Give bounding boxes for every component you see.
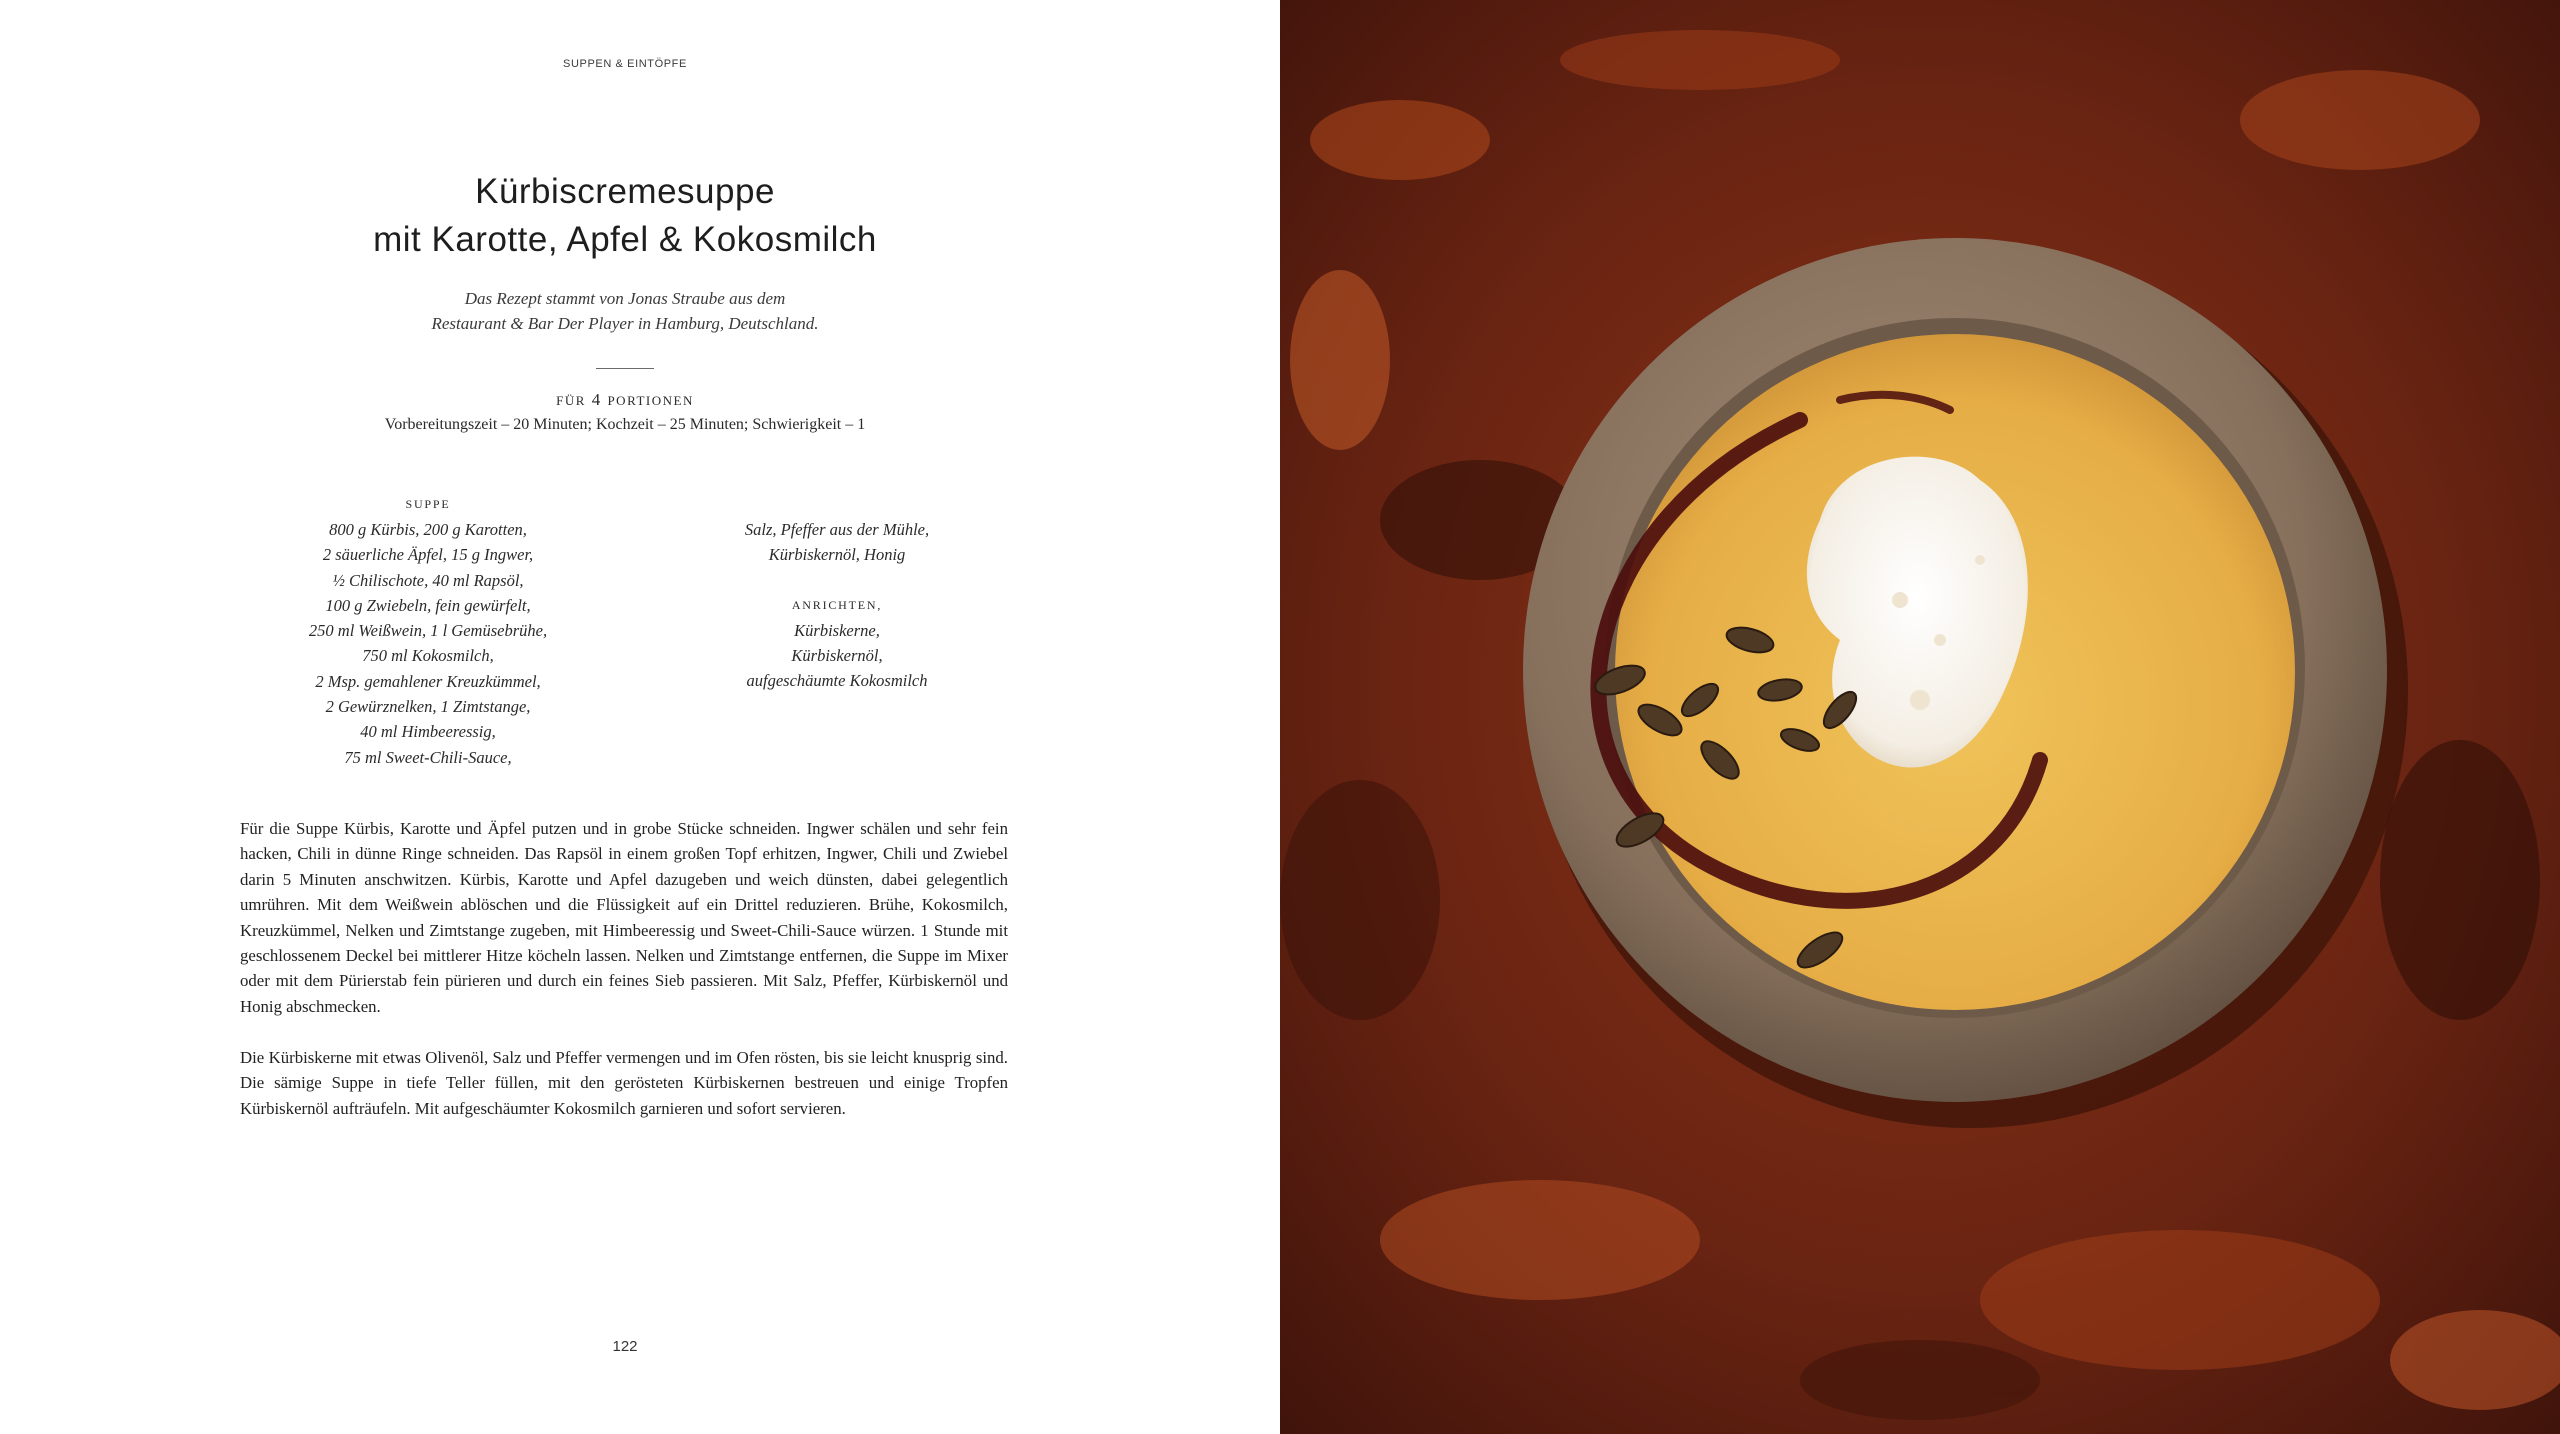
soup-photo-illustration xyxy=(1280,0,2560,1434)
ingredient-line: Salz, Pfeffer aus der Mühle, xyxy=(744,520,930,539)
ingredients-list-continued xyxy=(652,517,1022,568)
divider-rule xyxy=(596,368,654,369)
ingredient-line: 800 g Kürbis, 200 g Karotten, xyxy=(329,520,527,539)
servings-suffix: PORTIONEN xyxy=(607,393,694,408)
recipe-intro xyxy=(0,286,1250,336)
recipe-title xyxy=(0,168,1250,264)
ingredients-column-2 xyxy=(652,517,1022,693)
ingredient-line: 75 ml Sweet-Chili-Sauce, xyxy=(344,747,512,767)
recipe-title-line-1: Kürbiscremesuppe xyxy=(475,172,775,211)
servings-number: 4 xyxy=(591,390,602,409)
soup-photo xyxy=(1280,0,2560,1434)
ingredient-line: Kürbiskernöl, Honig xyxy=(768,545,906,565)
instructions-paragraph-1: Für die Suppe Kürbis, Karotte und Äpfel putzen und in grobe Stücke schneiden. Ingwer schälen und sehr fein hacken, Chili in dünne Ringe schneiden. Das Rapsöl in einem großen Topf erhitzen, Ingwer, Chili und Zwiebel darin 5 Minuten anschwitzen. Kürbis, Karotte und Apfel dazugeben und weich dünsten, dabei gelegentlich umrühren. Mit dem Weißwein ablöschen und die Flüssigkeit auf ein Drittel reduzieren. Brühe, Kokosmilch, Kreuzkümmel, Nelken und Zimtstange zugeben, mit Himbeeressig und Sweet-Chili-Sauce würzen. 1 Stunde mit geschlossenem Deckel bei mittlerer Hitze köcheln lassen. Nelken und Zimtstange entfernen, die Suppe im Mixer oder mit dem Pürierstab fein pürieren und durch ein feines Sieb passieren. Mit Salz, Pfeffer, Kürbiskernöl und Honig abschmecken. xyxy=(240,819,1008,1016)
ingredient-line: 2 Gewürznelken, 1 Zimtstange, xyxy=(325,697,531,717)
section-label: SUPPEN & EINTÖPFE xyxy=(563,58,687,70)
ingredient-line: 2 säuerliche Äpfel, 15 g Ingwer, xyxy=(322,545,534,565)
ingredients-list-suppe xyxy=(238,517,618,770)
page-number: 122 xyxy=(612,1338,638,1355)
ingredients-heading-anrichten: ANRICHTEN, xyxy=(791,597,883,612)
ingredient-line: ½ Chilischote, 40 ml Rapsöl, xyxy=(332,570,524,590)
ingredient-line: Kürbiskernöl, xyxy=(791,645,883,665)
ingredient-line: 40 ml Himbeeressig, xyxy=(360,722,496,742)
servings-line xyxy=(0,390,1250,410)
instructions-paragraph-2: Die Kürbiskerne mit etwas Olivenöl, Salz und Pfeffer vermengen und im Ofen rösten, bis sie leicht knusprig sind. Die sämige Suppe in tiefe Teller füllen, mit den gerösteten Kürbiskernen bestreuen und einige Tropfen Kürbiskernöl aufträufeln. Mit aufgeschäumter Kokosmilch garnieren und sofort servieren. xyxy=(240,1048,1008,1118)
ingredient-line: 100 g Zwiebeln, fein gewürfelt, xyxy=(325,595,531,615)
intro-line-1: Das Rezept stammt von Jonas Straube aus dem xyxy=(464,289,786,308)
ingredient-line: 250 ml Weißwein, 1 l Gemüsebrühe, xyxy=(308,621,548,641)
ingredient-line: aufgeschäumte Kokosmilch xyxy=(746,671,928,691)
ingredients-heading-suppe: SUPPE xyxy=(405,497,451,511)
time-difficulty-line: Vorbereitungszeit – 20 Minuten; Kochzeit – 25 Minuten; Schwierigkeit – 1 xyxy=(384,416,866,433)
servings-prefix: FÜR xyxy=(556,393,586,408)
ingredient-line: Kürbiskerne, xyxy=(794,620,880,640)
ingredients-list-anrichten xyxy=(652,618,1022,694)
recipe-title-line-2: mit Karotte, Apfel & Kokosmilch xyxy=(373,220,877,259)
ingredient-line: 2 Msp. gemahlener Kreuzkümmel, xyxy=(315,671,541,691)
intro-line-2: Restaurant & Bar Der Player in Hamburg, Deutschland. xyxy=(431,314,819,333)
ingredients-column-1 xyxy=(238,492,618,770)
ingredient-line: 750 ml Kokosmilch, xyxy=(362,646,494,666)
